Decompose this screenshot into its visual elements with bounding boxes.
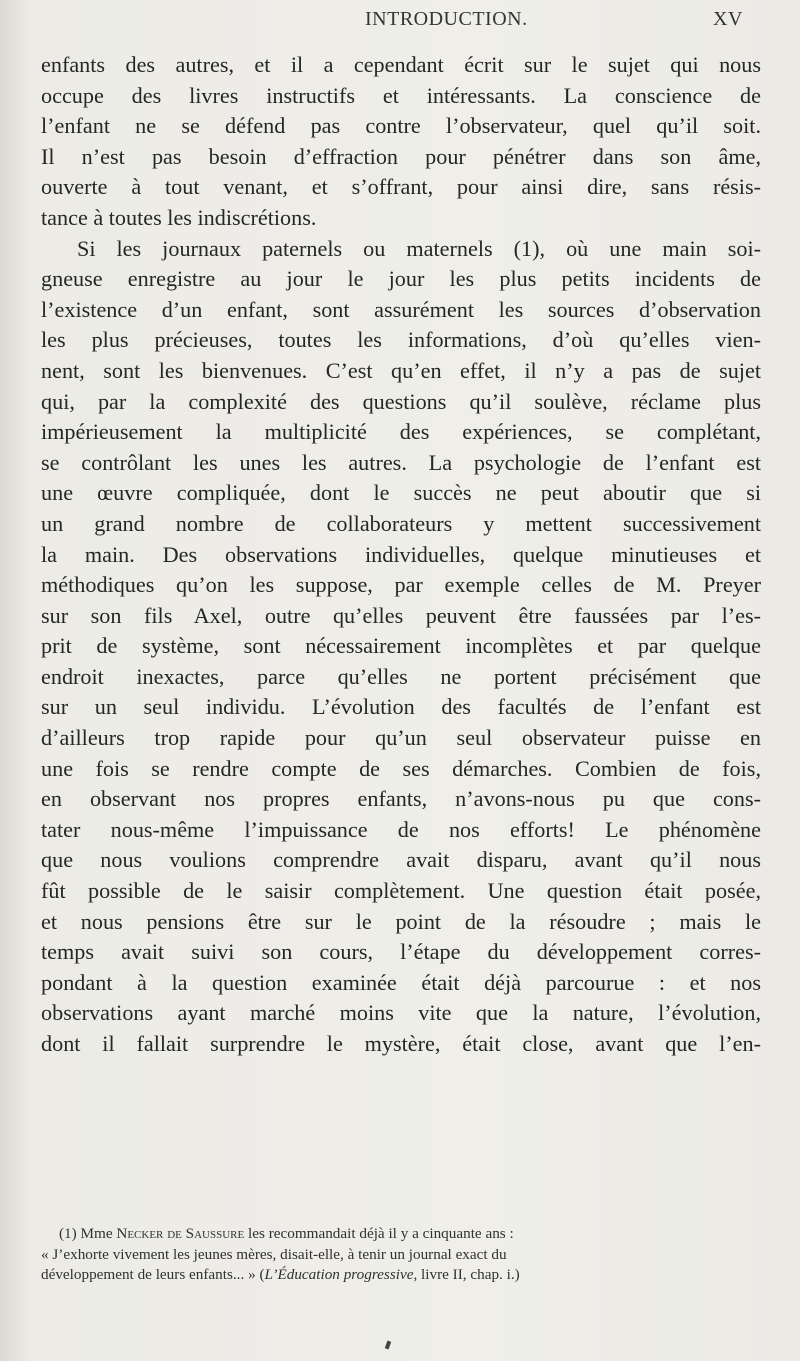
text-line: Il n’est pas besoin d’effraction pour pénétrer dans son âme, (41, 143, 761, 169)
footnote-line: « J’exhorte vivement les jeunes mères, disait-elle, à tenir un journal exact du (41, 1245, 507, 1263)
text-line: en observant nos propres enfants, n’avons-nous pu que cons- (41, 786, 761, 812)
main-text (41, 50, 761, 1060)
printer-mark (385, 1341, 391, 1350)
text-line: sur son fils Axel, outre qu’elles peuvent être faussées par l’es- (41, 602, 761, 628)
text-line: une œuvre compliquée, dont le succès ne peut aboutir que si (41, 480, 761, 506)
footnote-text: les recommandait déjà il y a cinquante ans : (248, 1225, 514, 1242)
text-line: les plus précieuses, toutes les informations, d’où qu’elles vien- (41, 327, 761, 353)
footnote-line (41, 1224, 761, 1245)
footnote-text: , livre II, chap. i.) (413, 1266, 520, 1283)
footnote-work-title: L’Éducation progressive (264, 1266, 414, 1283)
text-line: tance à toutes les indiscrétions. (41, 204, 317, 230)
footnote-marker: (1) (59, 1225, 77, 1242)
page-number: XV (713, 8, 743, 30)
text-line: endroit inexactes, parce qu’elles ne portent précisément que (41, 663, 761, 689)
text-line: méthodiques qu’on les suppose, par exemple celles de M. Preyer (41, 572, 761, 598)
text-line: se contrôlant les unes les autres. La psychologie de l’enfant est (41, 449, 761, 475)
text-line: une fois se rendre compte de ses démarches. Combien de fois, (41, 755, 761, 781)
text-line: un grand nombre de collaborateurs y mettent successivement (41, 510, 761, 536)
running-title: INTRODUCTION. (365, 8, 528, 30)
text-line: temps avait suivi son cours, l’étape du développement corres- (41, 939, 761, 965)
text-line: occupe des livres instructifs et intéressants. La conscience de (41, 82, 761, 108)
text-line: qui, par la complexité des questions qu’il soulève, réclame plus (41, 388, 761, 414)
footnote-text: développement de leurs enfants... » ( (41, 1266, 265, 1283)
text-line: la main. Des observations individuelles, quelque minutieuses et (41, 541, 761, 567)
text-line: sur un seul individu. L’évolution des facultés de l’enfant est (41, 694, 761, 720)
text-line: l’existence d’un enfant, sont assurément les sources d’observation (41, 296, 761, 322)
text-line: et nous pensions être sur le point de la résoudre ; mais le (41, 908, 761, 934)
text-line: fût possible de le saisir complètement. Une question était posée, (41, 878, 761, 904)
text-line: observations ayant marché moins vite que la nature, l’évolution, (41, 1000, 761, 1026)
text-line: gneuse enregistre au jour le jour les plus petits incidents de (41, 266, 761, 292)
text-line: que nous voulions comprendre avait disparu, avant qu’il nous (41, 847, 761, 873)
text-line: l’enfant ne se défend pas contre l’observateur, quel qu’il soit. (41, 113, 761, 139)
text-line: d’ailleurs trop rapide pour qu’un seul observateur puisse en (41, 725, 761, 751)
footnote-name-prefix: Mme (80, 1225, 113, 1242)
footnote-author: Necker de Saussure (116, 1225, 245, 1242)
text-line: Si les journaux paternels ou maternels (1), où une main soi- (77, 235, 761, 261)
text-line: impérieusement la multiplicité des expériences, se complétant, (41, 419, 761, 445)
footnote-line (41, 1265, 761, 1286)
text-line: dont il fallait surprendre le mystère, était close, avant que l’en- (41, 1031, 761, 1056)
text-line: tater nous-même l’impuissance de nos efforts! Le phénomène (41, 816, 761, 842)
text-line: pondant à la question examinée était déjà parcourue : et nos (41, 969, 761, 995)
running-head (0, 8, 800, 38)
footnote (41, 1224, 761, 1286)
text-line: prit de système, sont nécessairement incomplètes et par quelque (41, 633, 761, 659)
text-line: nent, sont les bienvenues. C’est qu’en effet, il n’y a pas de sujet (41, 357, 761, 383)
text-line: enfants des autres, et il a cependant écrit sur le sujet qui nous (41, 52, 761, 77)
text-line: ouverte à tout venant, et s’offrant, pour ainsi dire, sans résis- (41, 174, 761, 200)
